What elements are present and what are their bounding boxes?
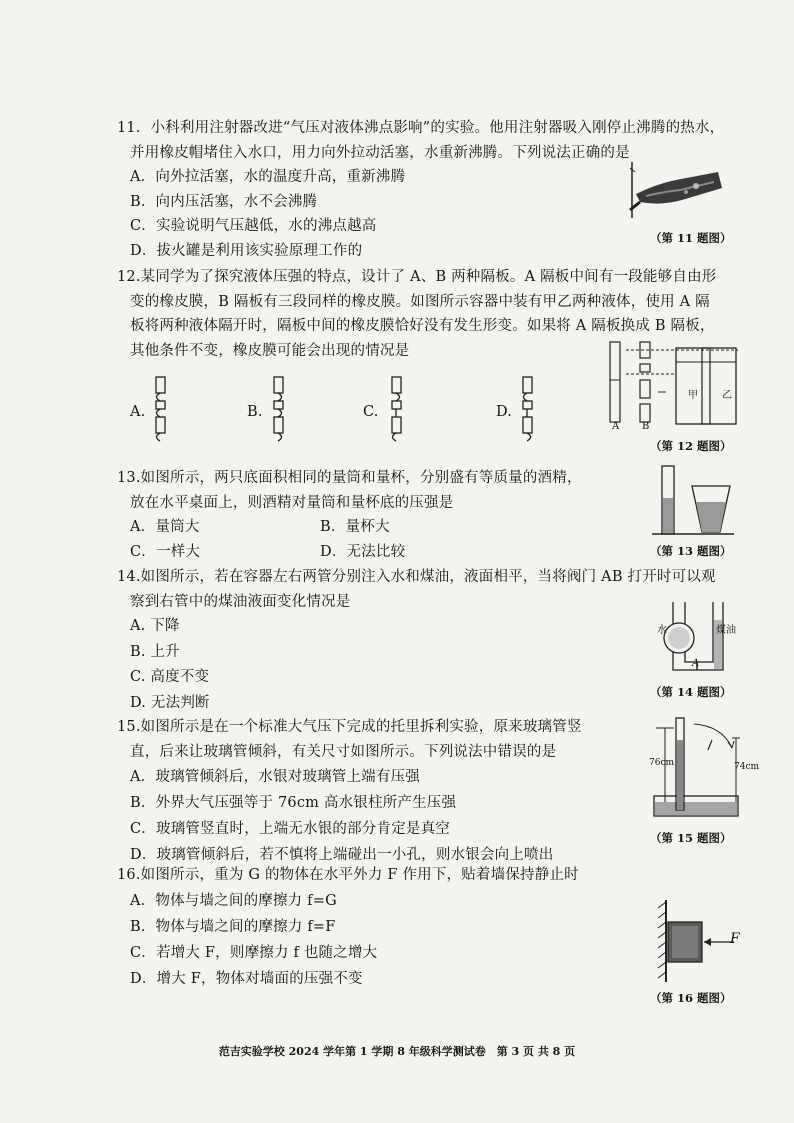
option-c: C．实验说明气压越低，水的沸点越高	[130, 218, 377, 234]
question-stem: 11．小科利用注射器改进“气压对液体沸点影响”的实验。他用注射器吸入刚停止沸腾的热水，	[117, 120, 725, 136]
figure-caption: （第 15 题图）	[650, 831, 732, 845]
option-b: B．量杯大	[320, 519, 390, 535]
question-stem: 察到右管中的煤油液面变化情况是	[130, 593, 351, 610]
option-d: D．增大 F，物体对墙面的压强不变	[130, 970, 363, 987]
label-valve-a: A	[692, 658, 700, 669]
option-c: C．一样大	[130, 543, 201, 560]
question-stem: 15.如图所示是在一个标准大气压下完成的托里拆利实验，原来玻璃管竖	[117, 719, 582, 735]
option-d: D．拔火罐是利用该实验原理工作的	[130, 242, 363, 259]
question-stem: 变的橡皮膜，B 隔板有三段同样的橡皮膜。如图所示容器中装有甲乙两种液体，使用 A 隔	[130, 293, 710, 310]
question-stem: 其他条件不变，橡皮膜可能会出现的情况是	[130, 342, 410, 359]
membrane-option-b	[268, 375, 290, 447]
figure-caption: （第 13 题图）	[650, 544, 732, 558]
figure-caption: （第 11 题图）	[650, 231, 732, 245]
torricelli-figure	[648, 712, 744, 824]
question-14	[117, 565, 716, 716]
figure-caption: （第 14 题图）	[650, 685, 732, 699]
label-a: A	[612, 421, 620, 432]
option-d-label: D.	[496, 404, 513, 420]
question-16	[117, 863, 579, 992]
figure-caption: （第 12 题图）	[650, 439, 732, 453]
question-stem: 16.如图所示，重为 G 的物体在水平外力 F 作用下，贴着墙保持静止时	[117, 867, 579, 883]
option-b: B．物体与墙之间的摩擦力 f=F	[130, 918, 336, 935]
syringe-figure	[626, 160, 726, 222]
question-stem: 直，后来让玻璃管倾斜，有关尺寸如图所示。下列说法中错误的是	[130, 743, 557, 760]
option-d: D．无法比较	[320, 543, 406, 560]
page-footer: 范吉实验学校 2024 学年第 1 学期 8 年级科学测试卷 第 3 页 共 8 页	[218, 1045, 576, 1058]
question-stem: 13.如图所示，两只底面积相同的量筒和量杯，分别盛有等质量的酒精，	[117, 470, 582, 486]
question-stem: 并用橡皮帽堵住入水口，用力向外拉动活塞，水重新沸腾。下列说法正确的是	[130, 144, 630, 161]
option-c: C．若增大 F，则摩擦力 f 也随之增大	[130, 944, 378, 961]
option-b: B. 上升	[130, 643, 180, 660]
question-stem: 12.某同学为了探究液体压强的特点，设计了 A、B 两种隔板。A 隔板中间有一段能够自由形	[117, 269, 717, 285]
option-a: A. 下降	[130, 618, 180, 634]
label-74cm: 74cm	[734, 762, 760, 772]
cylinder-and-cup-figure	[650, 464, 736, 538]
label-b: B	[642, 421, 650, 432]
question-13	[117, 466, 582, 564]
label-force-f: F	[730, 931, 740, 947]
option-a: A．玻璃管倾斜后，水银对玻璃管上端有压强	[130, 769, 420, 785]
option-a: A．量筒大	[130, 519, 200, 535]
membrane-option-c	[386, 375, 408, 447]
option-d: D．玻璃管倾斜后，若不慎将上端碰出一小孔，则水银会向上喷出	[130, 847, 554, 863]
option-c: C．玻璃管竖直时，上端无水银的部分肯定是真空	[130, 821, 450, 837]
membrane-option-a	[150, 375, 172, 447]
option-a: A．物体与墙之间的摩擦力 f=G	[130, 892, 337, 909]
option-d: D. 无法判断	[130, 694, 210, 711]
option-c: C. 高度不变	[130, 669, 210, 685]
option-a-label: A.	[130, 404, 146, 420]
option-b-label: B.	[247, 404, 263, 420]
membrane-option-d	[517, 375, 539, 447]
label-76cm: 76cm	[649, 758, 675, 768]
option-b: B．向内压活塞，水不会沸腾	[130, 193, 318, 210]
label-yi: 乙	[722, 390, 732, 401]
label-kerosene: 煤油	[716, 625, 736, 636]
label-jia: 甲	[688, 390, 698, 401]
option-b: B．外界大气压强等于 76cm 高水银柱所产生压强	[130, 795, 457, 811]
question-stem: 板将两种液体隔开时，隔板中间的橡皮膜恰好没有发生形变。如果将 A 隔板换成 B 隔板，	[130, 318, 715, 334]
option-c-label: C.	[363, 404, 379, 420]
figure-caption: （第 16 题图）	[650, 991, 732, 1005]
question-stem: 14.如图所示，若在容器左右两管分别注入水和煤油，液面相平，当将阀门 AB 打开时可以观	[117, 569, 716, 585]
question-stem: 放在水平桌面上，则酒精对量筒和量杯底的压强是	[130, 494, 454, 511]
option-a: A．向外拉活塞，水的温度升高，重新沸腾	[130, 169, 406, 185]
label-water: 水	[657, 625, 667, 636]
question-15	[117, 715, 582, 868]
